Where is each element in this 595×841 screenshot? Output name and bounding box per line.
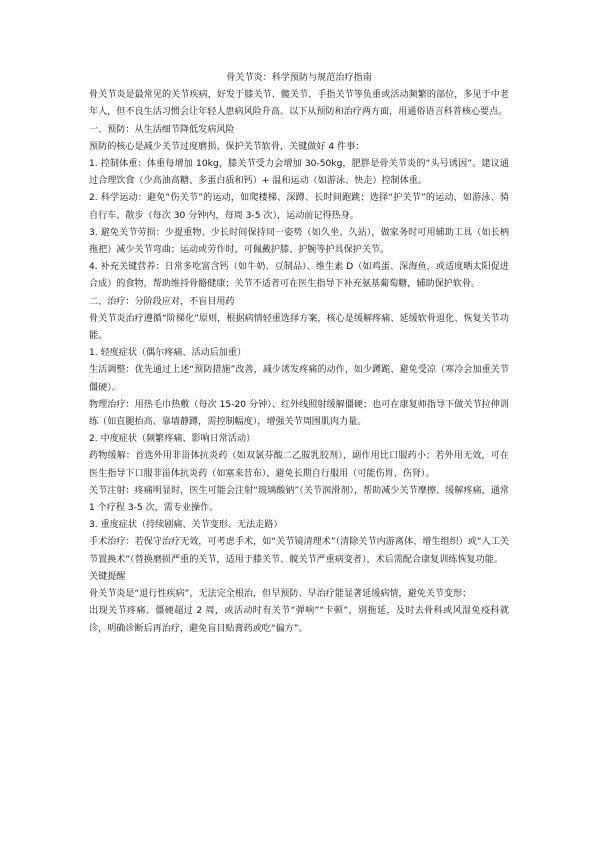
paragraph: 物理治疗：用热毛巾热敷（每次 15-20 分钟）、红外线照射缓解僵硬；也可在康复师指导下做关节拉伸训练（如直腿抬高、靠墙静蹲，需控制幅度），增强关节周围肌肉力量。	[89, 399, 509, 428]
document-body	[89, 70, 509, 638]
paragraph: 二、治疗：分阶段应对，不盲目用药	[89, 296, 235, 307]
paragraph: 一、预防：从生活细节降低发病风险	[89, 124, 235, 135]
paragraph: 3. 避免关节劳损：少提重物、少长时间保持同一姿势（如久坐、久站），做家务时可用辅助工具（如长柄拖把）减少关节弯曲；运动或劳作时，可佩戴护膝、护腕等护具保护关节。	[89, 227, 509, 256]
paragraph-list	[89, 87, 509, 638]
paragraph: 2. 中度症状（频繁疼痛、影响日常活动）	[89, 434, 256, 445]
paragraph: 3. 重度症状（持续剧痛、关节变形、无法走路）	[89, 520, 283, 531]
paragraph: 关键提醒	[89, 571, 126, 582]
paragraph: 药物缓解：首选外用非甾体抗炎药（如双氯芬酸二乙胺乳胶剂），副作用比口服药小；若外用无效，可在医生指导下口服非甾体抗炎药（如塞来昔布），避免长期自行服用（可能伤胃、伤肾）。	[89, 451, 509, 479]
document-title: 骨关节炎：科学预防与规范治疗指南	[226, 73, 372, 83]
paragraph: 手术治疗：若保守治疗无效，可考虑手术，如“关节镜清理术”（清除关节内游离体、增生组织）或“人工关节置换术”（替换磨损严重的关节，适用于膝关节、髋关节严重病变者），术后需配合康复训练恢复功能。	[89, 537, 509, 565]
paragraph: 1. 控制体重：体重每增加 10kg，膝关节受力会增加 30-50kg，肥胖是骨关节炎的“头号诱因”。建议通过合理饮食（少高油高糖、多蛋白质和钙）+ 温和运动（如游泳、快走）控制体重。	[89, 159, 509, 187]
paragraph: 关节注射：疼痛明显时，医生可能会注射“玻璃酸钠”（关节润滑剂），帮助减少关节摩擦、缓解疼痛，通常 1 个疗程 3-5 次，需专业操作。	[89, 485, 509, 514]
paragraph: 1. 轻度症状（偶尔疼痛、活动后加重）	[89, 348, 247, 359]
paragraph: 骨关节炎是最常见的关节疾病，好发于膝关节、髋关节、手指关节等负重或活动频繁的部位，多见于中老年人，但不良生活习惯会让年轻人患病风险升高。以下从预防和治疗两方面，用通俗语言科普核心要点。	[89, 90, 509, 118]
paragraph: 出现关节疼痛、僵硬超过 2 周，或活动时有关节“弹响”“卡顿”，别拖延，及时去骨科或风湿免疫科就诊，明确诊断后再治疗，避免盲目贴膏药或吃“偏方”。	[89, 606, 509, 634]
paragraph: 生活调整：优先通过上述“预防措施”改善，减少诱发疼痛的动作，如少蹲跪、避免受凉（寒冷会加重关节僵硬）。	[89, 365, 509, 393]
paragraph: 骨关节炎治疗遵循“阶梯化”原则，根据病情轻重选择方案，核心是缓解疼痛、延缓软骨退化、恢复关节功能。	[89, 313, 509, 342]
paragraph: 4. 补充关键营养：日常多吃富含钙（如牛奶、豆制品）、维生素 D（如鸡蛋、深海鱼，或适度晒太阳促进合成）的食物，帮助维持骨骼健康；关节不适者可在医生指导下补充氨基葡萄糖，辅助保护软骨。	[89, 262, 509, 290]
paragraph: 2. 科学运动：避免“伤关节”的运动，如爬楼梯、深蹲、长时间跑跳；选择“护关节”的运动，如游泳、骑自行车、散步（每次 30 分钟内，每周 3-5 次），运动前记得热身。	[89, 193, 509, 221]
paragraph: 预防的核心是减少关节过度磨损、保护关节软骨，关键做好 4 件事：	[89, 141, 365, 152]
paragraph: 骨关节炎是“退行性疾病”，无法完全根治，但早预防、早治疗能显著延缓病情，避免关节变形；	[89, 589, 472, 600]
